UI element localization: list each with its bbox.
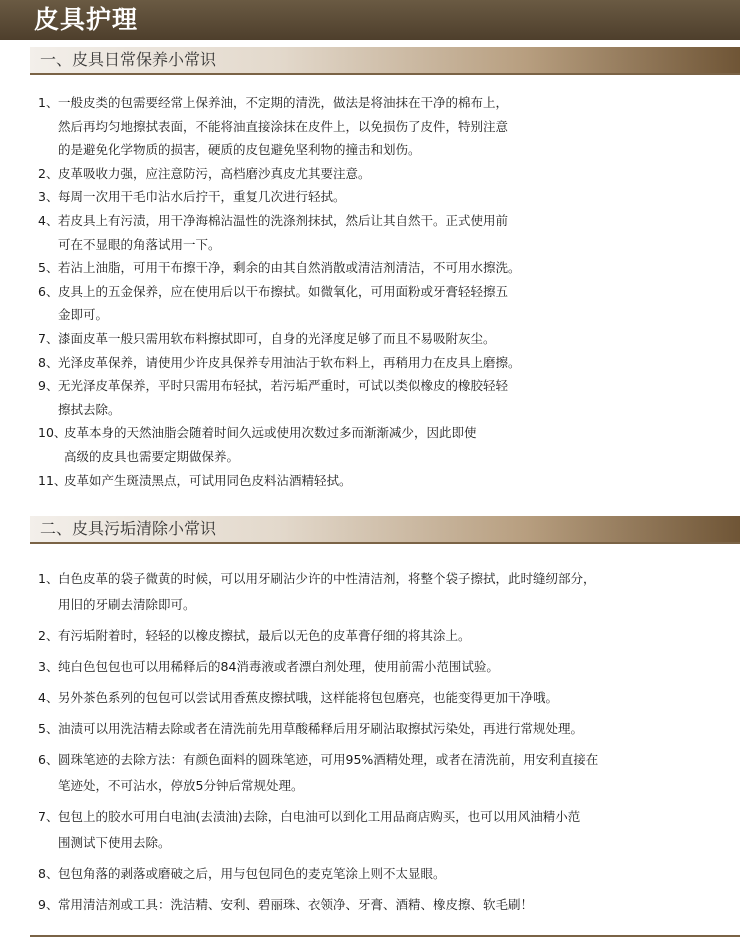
list-item: [38, 209, 698, 256]
item-text: 皮革吸收力强，应注意防污，高档磨沙真皮尤其要注意。: [58, 165, 371, 181]
list-item: [38, 351, 698, 375]
item-number: 4、: [38, 212, 59, 228]
section-header-daily-care: [30, 47, 740, 73]
list-item: [38, 421, 698, 468]
section-title: 一、皮具日常保养小常识: [40, 50, 217, 69]
list-item: [38, 566, 698, 618]
item-number: 9、: [38, 897, 59, 912]
item-number: 1、: [38, 95, 59, 110]
item-number: 5、: [38, 260, 59, 276]
item-text: 皮革如产生斑渍黑点，可试用同色皮料沾酒精轻拭。: [64, 472, 352, 488]
item-text: 光泽皮革保养，请使用少许皮具保养专用油沾于软布料上，再稍用力在皮具上磨擦。: [58, 354, 521, 370]
item-text: 每周一次用干毛巾沾水后拧干，重复几次进行轻拭。: [58, 189, 346, 205]
list-item: [38, 716, 698, 742]
item-number: 10、: [38, 425, 67, 441]
item-number: 4、: [38, 690, 59, 705]
stain-removal-list: [38, 566, 698, 923]
list-item: [38, 280, 698, 327]
item-text: 漆面皮革一般只需用软布料擦拭即可，自身的光泽度足够了而且不易吸附灰尘。: [58, 330, 496, 346]
section-header-stain-removal: [30, 516, 740, 542]
item-number: 2、: [38, 165, 59, 181]
section-divider: [30, 542, 740, 544]
item-text: 一般皮类的包需要经常上保养油，不定期的清洗，做法是将油抹在干净的棉布上， 然后再均匀地擦拭表面，不能将油直接涂抹在皮件上，以免损伤了皮件，特别注意 的是避免化学物质的损害，硬质的皮包避免坚利物的撞击和划伤。: [58, 95, 509, 158]
item-number: 3、: [38, 659, 59, 674]
item-text: 若沾上油脂，可用干布擦干净，剩余的由其自然消散或清洁剂清洁，不可用水擦洗。: [58, 260, 521, 276]
item-number: 3、: [38, 189, 59, 205]
bottom-divider: [30, 935, 740, 937]
item-number: 7、: [38, 809, 59, 824]
item-text: 有污垢附着时，轻轻的以橡皮擦拭，最后以无色的皮革膏仔细的将其涂上。: [58, 628, 471, 643]
item-text: 若皮具上有污渍，用干净海棉沾温性的洗涤剂抹拭，然后让其自然干。正式使用前 可在不显眼的角落试用一下。: [58, 212, 509, 252]
item-text: 另外茶色系列的包包可以尝试用香蕉皮擦拭哦，这样能将包包磨亮，也能变得更加干净哦。: [58, 690, 559, 705]
list-item: [38, 327, 698, 351]
item-number: 11、: [38, 472, 67, 488]
item-number: 2、: [38, 628, 59, 643]
list-item: [38, 256, 698, 280]
item-text: 皮具上的五金保养，应在使用后以干布擦拭。如微氧化，可用面粉或牙膏轻轻擦五 金即可。: [58, 283, 509, 323]
page-title: 皮具护理: [34, 5, 139, 34]
list-item: [38, 623, 698, 649]
list-item: [38, 747, 698, 799]
item-number: 5、: [38, 721, 59, 736]
item-text: 无光泽皮革保养，平时只需用布轻拭，若污垢严重时，可试以类似橡皮的橡胶轻轻 擦拭去除。: [58, 378, 509, 417]
list-item: [38, 861, 698, 887]
item-number: 6、: [38, 283, 59, 299]
list-item: [38, 469, 698, 493]
item-number: 7、: [38, 330, 59, 346]
list-item: [38, 685, 698, 711]
list-item: [38, 185, 698, 209]
daily-care-list: [38, 91, 698, 492]
section-divider: [30, 73, 740, 75]
item-number: 8、: [38, 866, 59, 881]
item-text: 圆珠笔迹的去除方法：有颜色面料的圆珠笔迹，可用95%酒精处理，或者在清洗前，用安利直接在 笔迹处，不可沾水，停放5分钟后常规处理。: [58, 752, 599, 793]
item-text: 包包角落的剥落或磨破之后，用与包包同色的麦克笔涂上则不太显眼。: [58, 866, 446, 881]
list-item: [38, 162, 698, 186]
item-number: 6、: [38, 752, 59, 767]
list-item: [38, 374, 698, 421]
list-item: [38, 91, 698, 162]
item-text: 白色皮革的袋子微黄的时候，可以用牙刷沾少许的中性清洁剂，将整个袋子擦拭，此时缝纫部分， 用旧的牙刷去清除即可。: [58, 571, 596, 612]
list-item: [38, 804, 698, 856]
section-title: 二、皮具污垢清除小常识: [40, 519, 217, 538]
item-text: 皮革本身的天然油脂会随着时间久远或使用次数过多而渐渐减少，因此即使 高级的皮具也需要定期做保养。: [64, 425, 477, 464]
item-text: 纯白色包包也可以用稀释后的84消毒液或者漂白剂处理，使用前需小范围试验。: [58, 659, 499, 674]
item-text: 油渍可以用洗洁精去除或者在清洗前先用草酸稀释后用牙刷沾取擦拭污染处，再进行常规处理。: [58, 721, 584, 736]
item-number: 8、: [38, 354, 59, 370]
list-item: [38, 654, 698, 680]
header-banner: [0, 0, 740, 40]
list-item: [38, 892, 698, 918]
item-text: 包包上的胶水可用白电油(去渍油)去除，白电油可以到化工用品商店购买，也可以用风油精小范 围测试下使用去除。: [58, 809, 581, 850]
item-number: 1、: [38, 571, 59, 586]
item-text: 常用清洁剂或工具：洗洁精、安利、碧丽珠、衣领净、牙膏、酒精、橡皮擦、软毛刷！: [58, 897, 534, 912]
item-number: 9、: [38, 378, 59, 394]
